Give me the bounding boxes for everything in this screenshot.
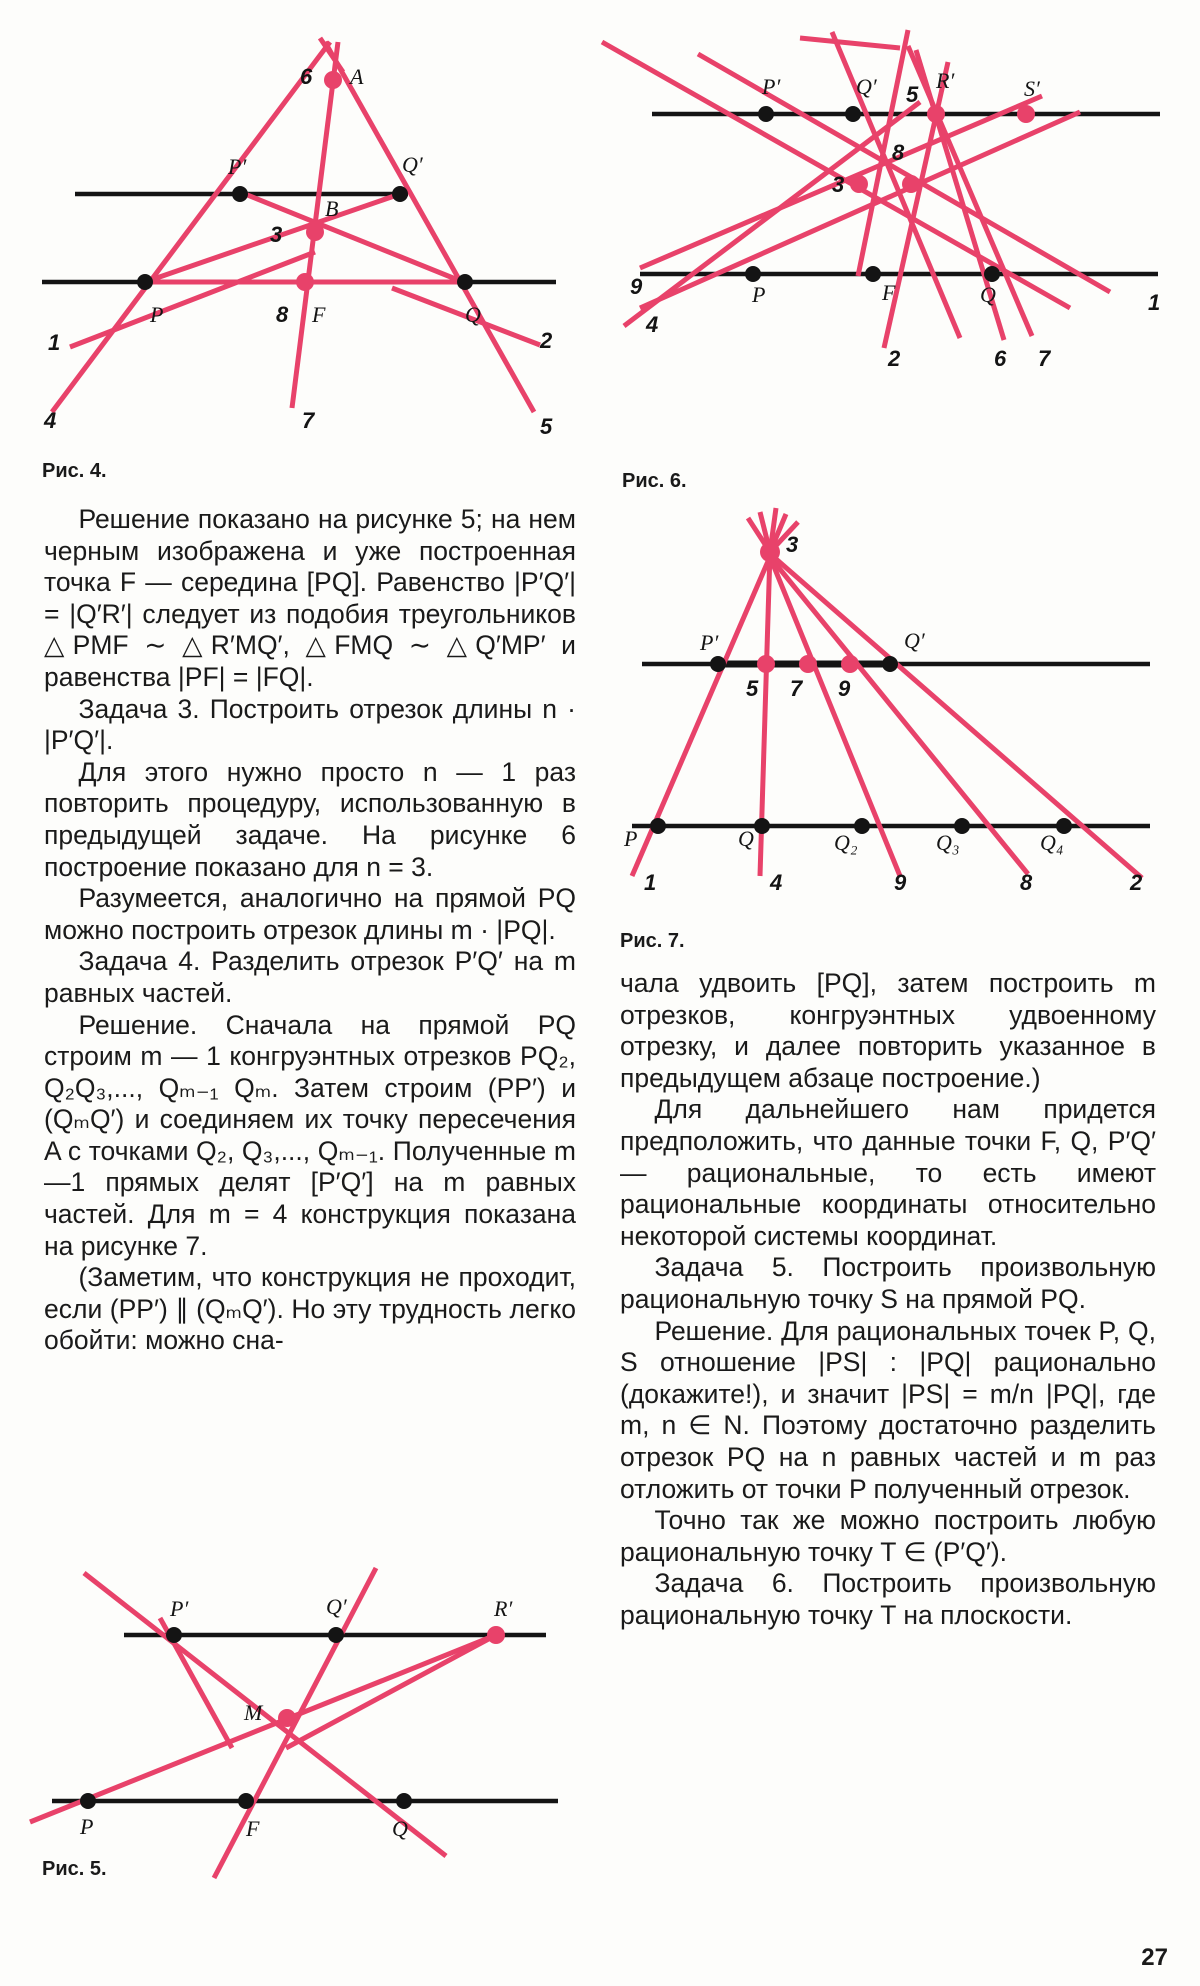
label-p: P — [80, 1814, 94, 1839]
point-a — [324, 71, 342, 89]
label-line-8: 8 — [892, 140, 905, 165]
line-q1-f — [214, 1568, 376, 1878]
point-f — [865, 266, 881, 282]
caption-fig-5: Рис. 5. — [42, 1858, 107, 1880]
label-q: Q — [980, 282, 996, 307]
figure-7 — [600, 500, 1200, 920]
point-d1 — [757, 655, 775, 673]
label-p: P — [752, 282, 766, 307]
label-line-3: 3 — [832, 172, 845, 197]
label-line-1: 1 — [644, 870, 657, 895]
line-p-r1 — [30, 1635, 496, 1822]
label-p1: P′ — [762, 74, 781, 99]
point-p1 — [232, 186, 248, 202]
label-line-2: 2 — [1130, 870, 1143, 895]
label-line-4: 4 — [770, 870, 783, 895]
caption-fig-6: Рис. 6. — [622, 470, 687, 492]
label-line-4: 4 — [646, 312, 659, 337]
label-line-9: 9 — [630, 274, 643, 299]
label-q: Q — [392, 1816, 408, 1841]
point-p — [650, 818, 666, 834]
paragraph: Разумеется, аналогично на прямой PQ можно построить отрезок длины m · |PQ|. — [44, 883, 576, 945]
point-f — [238, 1793, 254, 1809]
label-line-4: 4 — [44, 408, 57, 433]
point-q — [396, 1793, 412, 1809]
label-line-8: 8 — [276, 302, 289, 327]
label-line-9a: 9 — [838, 676, 851, 701]
paragraph: (Заметим, что конструкция не проходит, если (PP′) ∥ (QₘQ′). Но эту трудность легко обойти: можно сна- — [44, 1262, 576, 1356]
label-p1: P′ — [170, 1596, 189, 1621]
point-p1 — [710, 656, 726, 672]
label-line-8: 8 — [1020, 870, 1033, 895]
paragraph: Задача 5. Построить произвольную рациональную точку S на прямой PQ. — [620, 1252, 1156, 1314]
paragraph: Решение показано на рисунке 5; на нем черным изображена и уже построенная точка F — середина [PQ]. Равенство |P′Q′| = |Q′R′| следует из подобия треугольников △PMF ∼ △R′MQ′, △FMQ ∼ △Q′MP′ и равенства |PF| = |FQ|. — [44, 504, 576, 692]
point-f — [296, 273, 314, 291]
paragraph: Задача 4. Разделить отрезок P′Q′ на m равных частей. — [44, 946, 576, 1008]
point-r1 — [487, 1626, 505, 1644]
point-q — [457, 274, 473, 290]
point-m — [278, 1709, 296, 1727]
label-r1: R′ — [936, 68, 955, 93]
paragraph: Решение. Сначала на прямой PQ строим m — 1 конгруэнтных отрезков PQ₂, Q₂Q₃,..., Qₘ₋₁ Qₘ. Затем строим (PP′) и (QₘQ′) и соединяем их точку пересечения A с точками Q₂, Q₃,..., Qₘ₋₁. Полученные m—1 прямых делят [P′Q′] на m равных частей. Для m = 4 конструкция показана на рисунке 7. — [44, 1009, 576, 1261]
label-p: P — [150, 302, 164, 327]
point-s1 — [1017, 105, 1035, 123]
paragraph: Задача 6. Построить произвольную рациональную точку T на плоскости. — [620, 1568, 1156, 1630]
label-line-1: 1 — [1148, 290, 1161, 315]
label-line-5: 5 — [746, 676, 759, 701]
label-q2: Q₂ — [834, 830, 858, 855]
paragraph: Задача 3. Построить отрезок длины n · |P′Q′|. — [44, 693, 576, 756]
point-a — [760, 542, 780, 562]
page-number: 27 — [1141, 1944, 1168, 1971]
label-q4: Q₄ — [1040, 830, 1064, 855]
label-line-3: 3 — [270, 222, 283, 247]
label-line-6: 6 — [994, 346, 1007, 371]
figure-4 — [0, 20, 600, 440]
label-p1: P′ — [228, 154, 247, 179]
point-q1 — [882, 656, 898, 672]
point-x8 — [902, 175, 920, 193]
point-b — [306, 223, 324, 241]
label-line-9: 9 — [894, 870, 907, 895]
point-d3 — [841, 655, 859, 673]
point-q — [754, 818, 770, 834]
point-r1 — [927, 105, 945, 123]
label-line-2: 2 — [888, 346, 901, 371]
line-7 — [908, 46, 1032, 336]
paragraph: Для дальнейшего нам придется предположить, что данные точки F, Q, P′Q′ — рациональные, то есть имеют рациональные координаты относительно некоторой системы координат. — [620, 1094, 1156, 1251]
line-m-r1 — [286, 1635, 496, 1748]
point-p — [137, 274, 153, 290]
caption-fig-7: Рис. 7. — [620, 930, 685, 952]
label-q1: Q′ — [856, 74, 877, 99]
point-p1 — [166, 1627, 182, 1643]
label-q3: Q₃ — [936, 830, 960, 855]
label-p1: P′ — [700, 630, 719, 655]
label-q: Q — [738, 826, 754, 851]
right-text-column — [620, 968, 1156, 1631]
point-p — [745, 266, 761, 282]
point-x3 — [850, 175, 868, 193]
point-p1 — [758, 106, 774, 122]
line-4 — [52, 42, 330, 412]
label-q: Q — [465, 302, 481, 327]
label-line-3: 3 — [786, 532, 799, 557]
label-q1: Q′ — [904, 628, 925, 653]
paragraph: Решение. Для рациональных точек P, Q, S отношение |PS| : |PQ| рационально (докажите!), и значит |PS| = m/n |PQ|, где m, n ∈ N. Поэтому достаточно разделить отрезок PQ на n равных частей и m раз отложить от точки P полученный отрезок. — [620, 1315, 1156, 1504]
label-f: F — [882, 280, 896, 305]
label-line-2: 2 — [540, 328, 553, 353]
paragraph: чала удвоить [PQ], затем построить m отрезков, конгруэнтных удвоенному отрезку, и далее повторить указанное в предыдущем абзаце построение.) — [620, 968, 1156, 1093]
label-b: B — [325, 196, 339, 221]
line-5 — [325, 42, 534, 412]
paragraph: Для этого нужно просто n — 1 раз повторить процедуру, использованную в предыдущей задаче. На рисунке 6 построение показано для n = 3. — [44, 756, 576, 882]
label-q1: Q′ — [326, 1594, 347, 1619]
paragraph: Точно так же можно построить любую рациональную точку T ∈ (P′Q′). — [620, 1505, 1156, 1567]
point-q1 — [392, 186, 408, 202]
point-p — [80, 1793, 96, 1809]
line-2 — [800, 38, 900, 48]
label-line-1: 1 — [48, 330, 61, 355]
label-line-7: 7 — [302, 408, 315, 433]
caption-fig-4: Рис. 4. — [42, 460, 107, 482]
label-q1: Q′ — [402, 152, 423, 177]
point-q — [984, 266, 1000, 282]
line-m-q — [84, 1573, 446, 1856]
label-s1: S′ — [1024, 76, 1040, 101]
figure-6 — [600, 20, 1200, 371]
point-q1 — [328, 1627, 344, 1643]
label-line-6: 6 — [300, 64, 313, 89]
label-f: F — [312, 302, 326, 327]
label-line-7: 7 — [1038, 346, 1051, 371]
label-p: P — [624, 826, 638, 851]
left-text-column — [44, 504, 576, 1357]
label-m: M — [244, 1700, 263, 1725]
point-d2 — [799, 655, 817, 673]
figure-5 — [0, 1560, 600, 1890]
label-r1: R′ — [494, 1596, 513, 1621]
label-line-5: 5 — [906, 82, 919, 107]
point-q1 — [845, 106, 861, 122]
label-line-5: 5 — [540, 414, 553, 439]
label-f: F — [246, 1816, 260, 1841]
label-line-7: 7 — [790, 676, 803, 701]
label-a: A — [350, 64, 364, 89]
